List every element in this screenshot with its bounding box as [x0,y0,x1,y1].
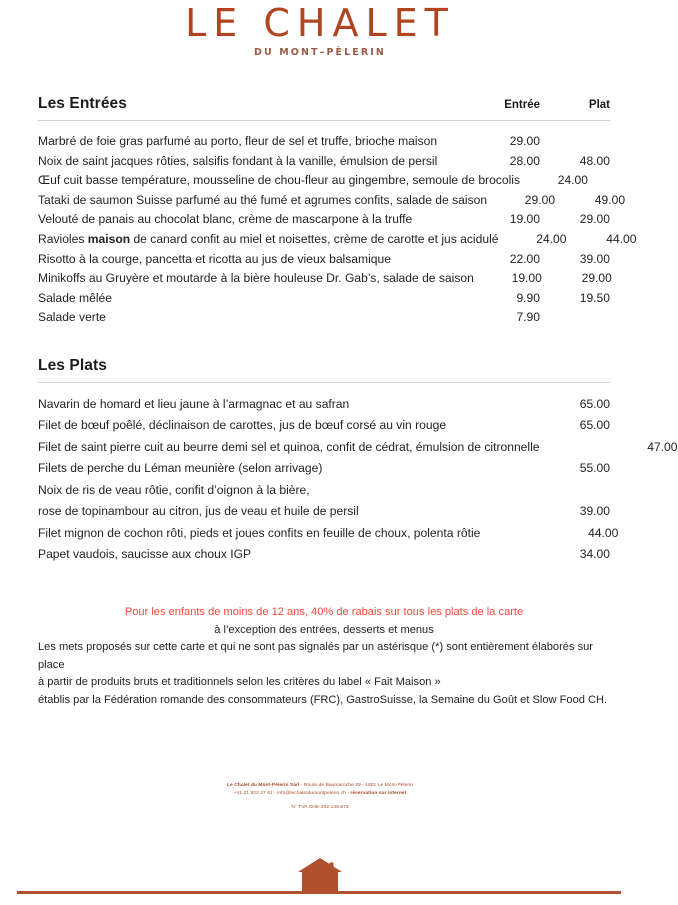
section-header-plats [38,357,610,382]
menu-item-description: Noix de ris de veau rôtie, confit d’oignon à la bière, [38,482,310,497]
footer-address-line [0,782,640,790]
menu-item-description: Noix de saint jacques rôties, salsifis fondant à la vanille, émulsion de persil [38,153,438,168]
menu-item-price-plat: 19.50 [579,290,610,305]
menu-item-row [38,501,610,523]
menu-item-row [38,394,610,416]
menu-item-row [38,289,610,309]
menu-item-price-plat: 47.00 [647,439,678,454]
menu-item-description: Papet vaudois, saucisse aux choux IGP [38,547,252,562]
footer-phone-email: +41 21 922 27 61 - info@lechaletdumontpelerin.ch - [233,791,351,797]
menu-item-row [38,210,610,230]
menu-item-price-entree: 24.00 [557,173,588,188]
price-column-headers [478,99,610,111]
footer-tva-number: N° TVA CHE-202.146.673 [291,805,349,811]
menu-item-price-plat: 44.00 [588,525,619,540]
menu-section-plats [38,356,678,566]
note-fait-maison-line2: à partir de produits bruts et traditionnels selon les critères du label « Fait Maison » [38,676,441,688]
restaurant-logo [0,1,640,58]
section-divider-entrees [38,120,610,121]
section-header-entrees [38,95,610,120]
note-fait-maison-line1: Les mets proposés sur cette carte et qui ne sont pas signalés par un astérisque (*) sont entièrement élaborés sur place [38,641,593,671]
menu-item-price-plat: 44.00 [606,231,637,246]
menu-section-entrees [38,95,637,328]
chalet-house-icon [296,856,344,894]
menu-item-price-entree: 19.00 [511,271,542,286]
plats-item-list [38,394,678,566]
column-header-entree: Entrée [504,99,540,111]
menu-item-description: Salade verte [38,310,106,325]
menu-item-description: Œuf cuit basse température, mousseline de chou-fleur au gingembre, semoule de brocolis [38,173,520,188]
section-divider-plats [38,382,610,383]
menu-item-row [38,191,626,211]
page-footer [0,782,640,813]
menu-item-description: Minikoffs au Gruyère et moutarde à la bière houleuse Dr. Gab’s, salade de saison [38,271,474,286]
menu-item-row [38,523,619,545]
menu-item-price-plat: 39.00 [579,251,610,266]
menu-item-row [38,308,610,328]
menu-item-row [38,230,637,250]
menu-item-description: Marbré de foie gras parfumé au porto, fleur de sel et truffe, brioche maison [38,134,438,148]
menu-item-row [38,250,610,270]
section-title-entrees: Les Entrées [38,95,127,112]
menu-item-row [38,132,610,152]
menu-item-row [38,544,610,566]
menu-item-price-plat: 49.00 [594,192,626,207]
menu-item-price-plat: 39.00 [579,504,610,519]
menu-item-price-entree: 28.00 [509,153,540,168]
column-header-plat: Plat [588,99,610,111]
menu-item-price-plat: 55.00 [579,461,610,476]
note-children-offer: Pour les enfants de moins de 12 ans, 40% de rabais sur tous les plats de la carte [124,606,524,618]
menu-item-price-entree: 9.90 [516,290,540,305]
menu-item-description: Risotto à la courge, pancetta et ricotta au jus de vieux balsamique [38,251,391,266]
footer-company-name: Le Chalet du Mont-Pèlerin Sàrl [226,783,300,788]
menu-item-description: Filet de bœuf poêlé, déclinaison de carottes, jus de bœuf corsé au vin rouge [38,418,447,433]
menu-item-price-entree: 7.90 [516,310,540,325]
menu-item-row [38,152,610,172]
menu-item-price-entree: 29.00 [524,192,556,207]
menu-item-price-plat: 29.00 [581,271,612,286]
menu-item-price-plat: 29.00 [579,212,610,227]
menu-item-description: Navarin de homard et lieu jaune à l’armagnac et au safran [38,396,350,411]
menu-item-price-entree: 29.00 [509,134,540,148]
menu-item-row [38,458,610,480]
footer-contact-line [0,790,640,798]
menu-item-description: Ravioles maison de canard confit au miel et noisettes, crème de carotte et jus acidulé [38,231,499,246]
menu-item-description: Filet mignon de cochon rôti, pieds et joues confits en feuille de choux, polenta rôtie [38,525,481,540]
menu-item-price-plat: 65.00 [579,418,610,433]
menu-content [38,95,678,566]
menu-item-row [38,269,610,289]
menu-item-description: Salade mêlée [38,290,112,305]
menu-item-price-plat: 34.00 [579,547,610,562]
menu-notes [38,604,610,709]
section-title-plats: Les Plats [38,356,107,374]
menu-item-description: rose de topinambour au citron, jus de veau et huile de persil [38,504,359,519]
menu-item-price-plat: 65.00 [579,396,610,411]
menu-item-price-entree: 22.00 [509,251,540,266]
menu-item-description: Tataki de saumon Suisse parfumé au thé fumé et agrumes confits, salade de saison [38,192,488,207]
menu-item-description: Filets de perche du Léman meunière (selon arrivage) [38,461,323,476]
menu-item-description: Velouté de panais au chocolat blanc, crème de mascarpone à la truffe [38,212,413,227]
footer-reservation-link[interactable]: réservation sur internet [350,791,407,797]
note-children-exception: à l’exception des entrées, desserts et menus [214,623,434,636]
menu-item-price-entree: 19.00 [509,212,540,227]
restaurant-location-subtitle: DU MONT–PÈLERIN [254,46,386,58]
note-fait-maison-line3: établis par la Fédération romande des consommateurs (FRC), GastroSuisse, la Semaine du Goût et Slow Food CH. [38,693,608,706]
menu-item-description: Filet de saint pierre cuit au beurre demi sel et quinoa, confit de cédrat, émulsion de citronnelle [38,439,540,454]
menu-item-row [38,171,610,191]
entrees-item-list [38,132,637,328]
menu-item-row [38,437,678,459]
menu-item-emphasis: maison [87,231,131,246]
menu-item-row [38,415,610,437]
footer-street-address: - Route de Baumaroche 29 - 1801 Le Mont-Pèlerin [299,783,414,788]
menu-item-price-entree: 24.00 [536,231,567,246]
restaurant-name: LE CHALET [185,1,455,45]
menu-item-row [38,480,610,502]
menu-item-price-plat: 48.00 [579,153,610,168]
